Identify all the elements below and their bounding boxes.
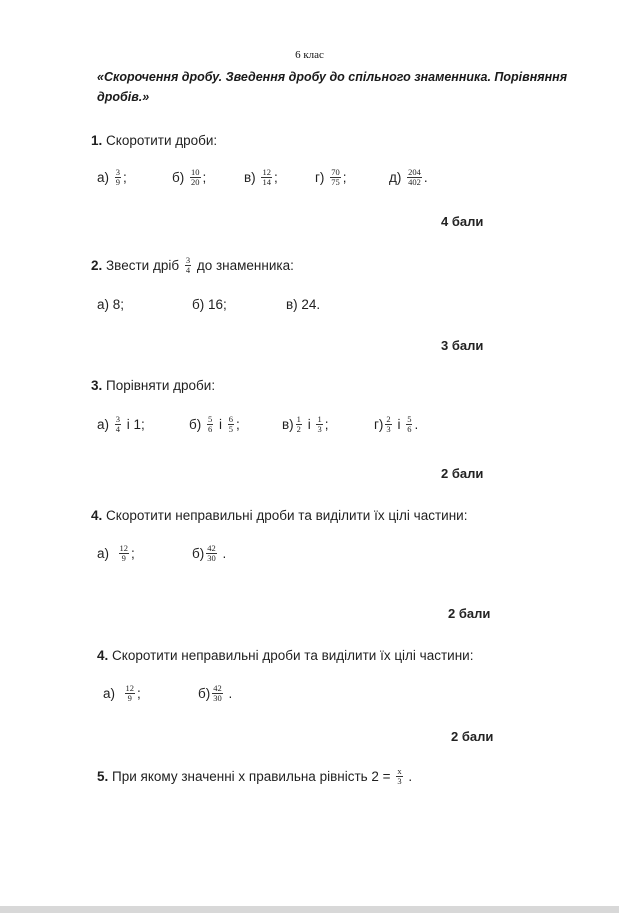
title-line-2: дробів.» bbox=[97, 90, 150, 104]
task-4-duplicate-item-b: б) $\frac{42}{30}$ . bbox=[198, 682, 233, 703]
task-number: 4. bbox=[91, 508, 103, 523]
task-4-item-b: б) $\frac{42}{30}$ . bbox=[192, 542, 227, 563]
task-4-item-a: а) $\frac{12}{9}$ ; bbox=[97, 542, 135, 563]
fraction: $\frac{42}{30}$ bbox=[207, 542, 216, 563]
task-1-item-e: д) $\frac{204}{402}$ . bbox=[389, 166, 428, 187]
task-4-heading bbox=[91, 508, 467, 523]
task-number: 5. bbox=[97, 769, 109, 784]
task-4-points: 2 бали bbox=[448, 606, 491, 621]
task-text: Скоротити дроби: bbox=[106, 133, 218, 148]
task-end: . bbox=[408, 769, 413, 784]
task-1-item-c: в) $\frac{12}{14}$ ; bbox=[244, 166, 278, 187]
fraction: $\frac{12}{14}$ bbox=[262, 166, 271, 187]
task-3-item-c: в) $\frac{1}{2}$ і $\frac{1}{3}$ ; bbox=[282, 413, 329, 434]
task-2-heading bbox=[91, 256, 294, 275]
task-text: При якому значенні х правильна рівність 2 = bbox=[112, 769, 391, 784]
fraction: $\frac{204}{402}$ bbox=[408, 166, 421, 187]
page-bottom-edge bbox=[0, 906, 619, 913]
fraction: $\frac{3}{4}$ bbox=[185, 255, 191, 275]
task-number: 2. bbox=[91, 258, 103, 273]
task-text: Скоротити неправильні дроби та виділити їх цілі частини: bbox=[106, 508, 468, 523]
task-1-item-a: а) $\frac{3}{9}$ ; bbox=[97, 166, 127, 187]
fraction: $\frac{5}{6}$ bbox=[208, 413, 213, 434]
task-text: Скоротити неправильні дроби та виділити їх цілі частини: bbox=[112, 648, 474, 663]
task-number: 1. bbox=[91, 133, 103, 148]
task-text: Звести дріб bbox=[106, 258, 180, 273]
task-2-item-c: в) 24. bbox=[286, 296, 321, 312]
task-3-item-a: а) $\frac{3}{4}$ і 1; bbox=[97, 413, 145, 434]
fraction: $\frac{x}{3}$ bbox=[397, 766, 402, 786]
fraction: $\frac{1}{2}$ bbox=[296, 413, 301, 434]
title-line-1: «Скорочення дробу. Зведення дробу до спільного знаменника. Порівняння bbox=[97, 70, 568, 84]
task-2-points: 3 бали bbox=[441, 338, 484, 353]
task-5-heading bbox=[97, 767, 412, 786]
task-2-item-a: а) 8; bbox=[97, 296, 125, 312]
task-3-heading bbox=[91, 378, 215, 393]
fraction: $\frac{70}{75}$ bbox=[331, 166, 340, 187]
task-1-item-d: г) $\frac{70}{75}$ ; bbox=[315, 166, 347, 187]
fraction: $\frac{42}{30}$ bbox=[213, 682, 222, 703]
fraction: $\frac{12}{9}$ bbox=[125, 682, 135, 703]
fraction: $\frac{3}{9}$ bbox=[115, 166, 121, 187]
fraction: $\frac{3}{4}$ bbox=[115, 413, 121, 434]
task-1-points: 4 бали bbox=[441, 214, 484, 229]
task-text: Порівняти дроби: bbox=[106, 378, 216, 393]
fraction: $\frac{2}{3}$ bbox=[386, 413, 391, 434]
task-2-item-b: б) 16; bbox=[192, 296, 227, 312]
task-3-points: 2 бали bbox=[441, 466, 484, 481]
task-1-heading bbox=[91, 133, 217, 148]
fraction: $\frac{6}{5}$ bbox=[228, 413, 234, 434]
task-4-duplicate-heading bbox=[97, 648, 473, 663]
fraction: $\frac{12}{9}$ bbox=[119, 542, 129, 563]
task-3-item-d: г) $\frac{2}{3}$ і $\frac{5}{6}$ . bbox=[374, 413, 419, 434]
fraction: $\frac{10}{20}$ bbox=[191, 166, 200, 187]
worksheet-title bbox=[97, 67, 597, 107]
task-text-after: до знаменника: bbox=[196, 258, 294, 273]
grade-label: 6 клас bbox=[295, 49, 324, 61]
task-3-item-b: б) $\frac{5}{6}$ і $\frac{6}{5}$ ; bbox=[189, 413, 240, 434]
task-4-duplicate-item-a: а) $\frac{12}{9}$ ; bbox=[103, 682, 141, 703]
task-1-item-b: б) $\frac{10}{20}$ ; bbox=[172, 166, 207, 187]
fraction: $\frac{1}{3}$ bbox=[317, 413, 322, 434]
task-number: 4. bbox=[97, 648, 109, 663]
task-4-duplicate-points: 2 бали bbox=[451, 729, 494, 744]
task-number: 3. bbox=[91, 378, 103, 393]
fraction: $\frac{5}{6}$ bbox=[407, 413, 412, 434]
